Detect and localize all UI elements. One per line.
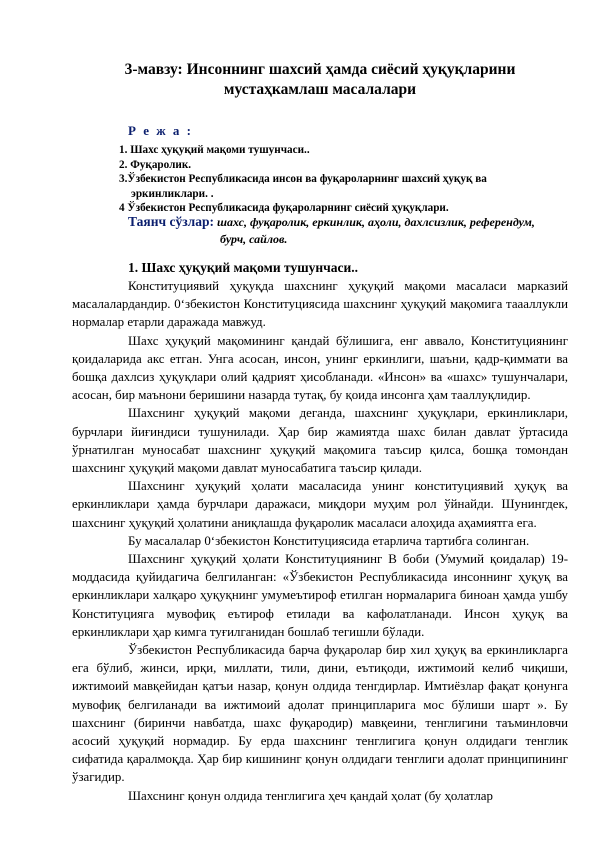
plan-list bbox=[119, 143, 549, 216]
body-text bbox=[72, 277, 568, 805]
paragraph: Ўзбекистон Республикасида барча фуқаролар бир хил ҳуқуқ ва еркинликларга ега бўлиб, жинси, ирқи, миллати, тили, дини, еътиқоди, ижтимоий келиб чиқиши, ижтимоий мавқейидан қатъи назар, қонун олдида тенгдирлар. Имтиёзлар фақат қонунга мувофиқ белгиланади ва ижтимоий адолат принципларига мос бўлиши шарт ». Бу шахснинг (биринчи навбатда, шахс фуқародир) мавқеини, тенглигини таъминловчи асосий ҳуқуқий нормадир. Бу ерда шахснинг тенглигига қонун олдидаги тенглик сифатида қаралмоқда. Ҳар бир кишининг қонун олдидаги тенглиги адолат принципининг ўзагидир. bbox=[72, 643, 568, 785]
plan-item: 1. Шахс ҳуқуқий мақоми тушунчаси.. bbox=[119, 144, 310, 156]
document-title bbox=[60, 60, 580, 100]
keywords-text-continuation: бурч, сайлов. bbox=[220, 232, 288, 246]
plan-item: 4 Ўзбекистон Республикасида фуқароларнинг сиёсий ҳуқуқлари. bbox=[119, 202, 449, 215]
plan-label: Р е ж а : bbox=[128, 123, 193, 138]
title-line-1: 3-мавзу: Инсоннинг шахсий ҳамда сиёсий ҳуқуқларини bbox=[124, 61, 516, 78]
paragraph: Шахснинг ҳуқуқий ҳолати масаласида унинг конституциявий ҳуқуқ ва еркинликлари ҳамда бурчлари даражаси, миқдори муҳим рол ўйнайди. Шунингдек, шахснинг ҳуқуқий ҳолатини аниқлашда фуқаролик масаласи алоҳида аҳамиятга ега. bbox=[72, 479, 568, 530]
paragraph: Шахснинг ҳуқуқий ҳолати Конституциянинг В боби (Умумий қоидалар) 19-моддасида қуйидагича белгиланган: «Ўзбекистон Республикасида инсоннинг ҳуқуқ ва еркинликлари халқаро ҳуқуқнинг умумеътироф етилган нормаларига биноан ҳамда ушбу Конституцияга мувофиқ еътироф етилади ва кафолатланади. Инсон ҳуқуқ ва еркинликлари ҳар кимга туғилганидан бошлаб тегишли бўлади. bbox=[72, 552, 568, 639]
keywords-text: шахс, фуқаролик, еркинлик, аҳоли, дахлсизлик, референдум, bbox=[216, 215, 535, 229]
paragraph: Конституциявий ҳуқуқда шахснинг ҳуқуқий мақоми масаласи марказий масалалардандир. 0‘збекистон Конституциясида шахснинг ҳуқуқий мақомига таааллукли нормалар етарли даражада мавжуд. bbox=[72, 279, 568, 330]
paragraph: Шахснинг қонун олдида тенглигига ҳеч қандай ҳолат (бу ҳолатлар bbox=[128, 788, 493, 803]
paragraph: Бу масалалар 0‘збекистон Конституциясида етарлича тартибга солинган. bbox=[128, 533, 530, 548]
keywords-block bbox=[128, 213, 558, 248]
plan-item-continuation: эркинликлари. . bbox=[131, 187, 214, 200]
section-heading: 1. Шахс ҳуқуқий мақоми тушунчаси.. bbox=[128, 260, 359, 275]
keywords-label: Таянч сўзлар: bbox=[128, 214, 214, 229]
plan-item: 3.Ўзбекистон Республикасида инсон ва фуқароларнинг шахсий ҳуқуқ ва bbox=[119, 173, 487, 186]
title-line-2: мустаҳкамлаш масалалари bbox=[223, 81, 417, 98]
plan-item: 2. Фуқаролик. bbox=[119, 158, 192, 171]
paragraph: Шахснинг ҳуқуқий мақоми деганда, шахснинг ҳуқуқлари, еркинликлари, бурчлари йиғиндиси тушунилади. Ҳар бир жамиятда шахс билан давлат ўртасида ўрнатилган муносабат шахснинг ҳуқуқий мақомига таъсир қилса, бошқа томондан шахснинг ҳуқуқий мақоми давлат муносабатига таъсир қилади. bbox=[72, 406, 568, 476]
paragraph: Шахс ҳуқуқий мақомининг қандай бўлишига, енг аввало, Конституциянинг қоидаларида акс етган. Унга асосан, инсон, унинг еркинлиги, шаъни, қадр-қиммати ва бошқа дахлсиз ҳуқуқлари олий қадрият ҳисобланади. «Инсон» ва «шахс» тушунчалари, асосан, бир маънони беришини назарда тутақ, бу қоида инсонга ҳам тааллуқлидир. bbox=[72, 333, 568, 403]
